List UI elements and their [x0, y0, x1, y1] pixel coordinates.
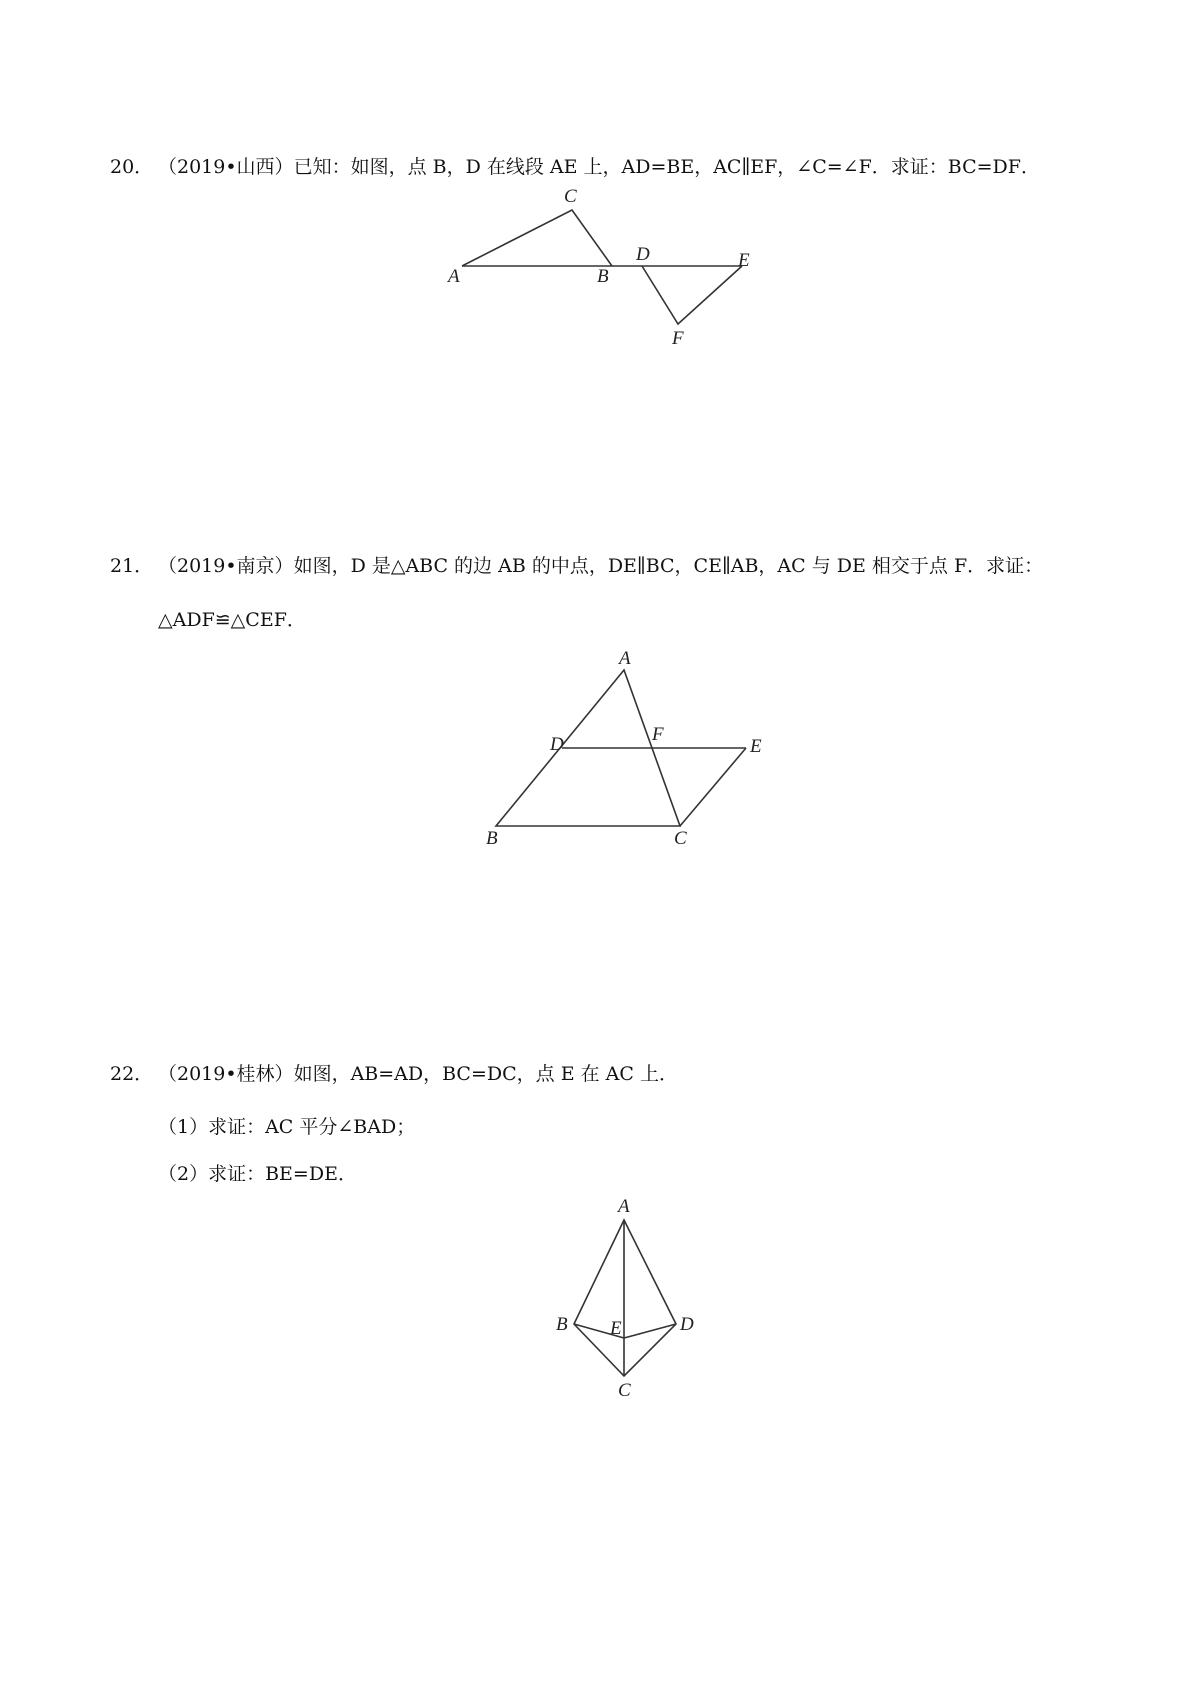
problem-22 [110, 1065, 678, 1084]
triangle-def [642, 266, 742, 324]
problem-22-part-2: （2）求证：BE=DE． [158, 1163, 357, 1185]
problem-20 [110, 158, 1040, 177]
label-a: A [619, 648, 631, 669]
problem-text: 已知：如图，点 B，D 在线段 AE 上，AD=BE，AC∥EF，∠C=∠F．求证：BC=DF． [293, 156, 1040, 178]
label-c: C [674, 828, 687, 849]
label-e: E [738, 250, 750, 271]
problem-number: 20． [110, 156, 154, 178]
figure-problem-20 [440, 178, 760, 348]
problem-22-part-1: （1）求证：AC 平分∠BAD； [158, 1116, 416, 1138]
problem-21 [110, 557, 1043, 576]
problem-text: 如图，AB=AD，BC=DC，点 E 在 AC 上． [293, 1063, 678, 1085]
problem-source: （2019•桂林） [158, 1063, 294, 1085]
problem-source: （2019•南京） [158, 555, 294, 577]
label-d: D [550, 734, 564, 755]
problem-source: （2019•山西） [158, 156, 294, 178]
label-e: E [610, 1318, 622, 1339]
label-f: F [672, 328, 684, 348]
label-e: E [750, 736, 762, 757]
label-d: D [680, 1314, 694, 1335]
problem-21-line2: △ADF≌△CEF． [158, 609, 306, 631]
label-d: D [636, 244, 650, 265]
label-a: A [448, 266, 460, 287]
problem-number: 21． [110, 555, 154, 577]
quadrilateral-abcd [574, 1220, 676, 1376]
segment-ce [680, 748, 746, 826]
label-b: B [486, 828, 498, 849]
label-c: C [618, 1380, 631, 1401]
label-a: A [618, 1196, 630, 1217]
label-b: B [597, 266, 609, 287]
triangle-abc [462, 210, 612, 266]
label-b: B [556, 1314, 568, 1335]
problem-number: 22． [110, 1063, 154, 1085]
label-c: C [564, 186, 577, 207]
figure-problem-21 [480, 640, 780, 860]
label-f: F [652, 724, 664, 745]
figure-problem-22 [540, 1192, 720, 1402]
problem-text: 如图，D 是△ABC 的边 AB 的中点，DE∥BC，CE∥AB，AC 与 DE 相交于点 F．求证： [293, 555, 1044, 577]
